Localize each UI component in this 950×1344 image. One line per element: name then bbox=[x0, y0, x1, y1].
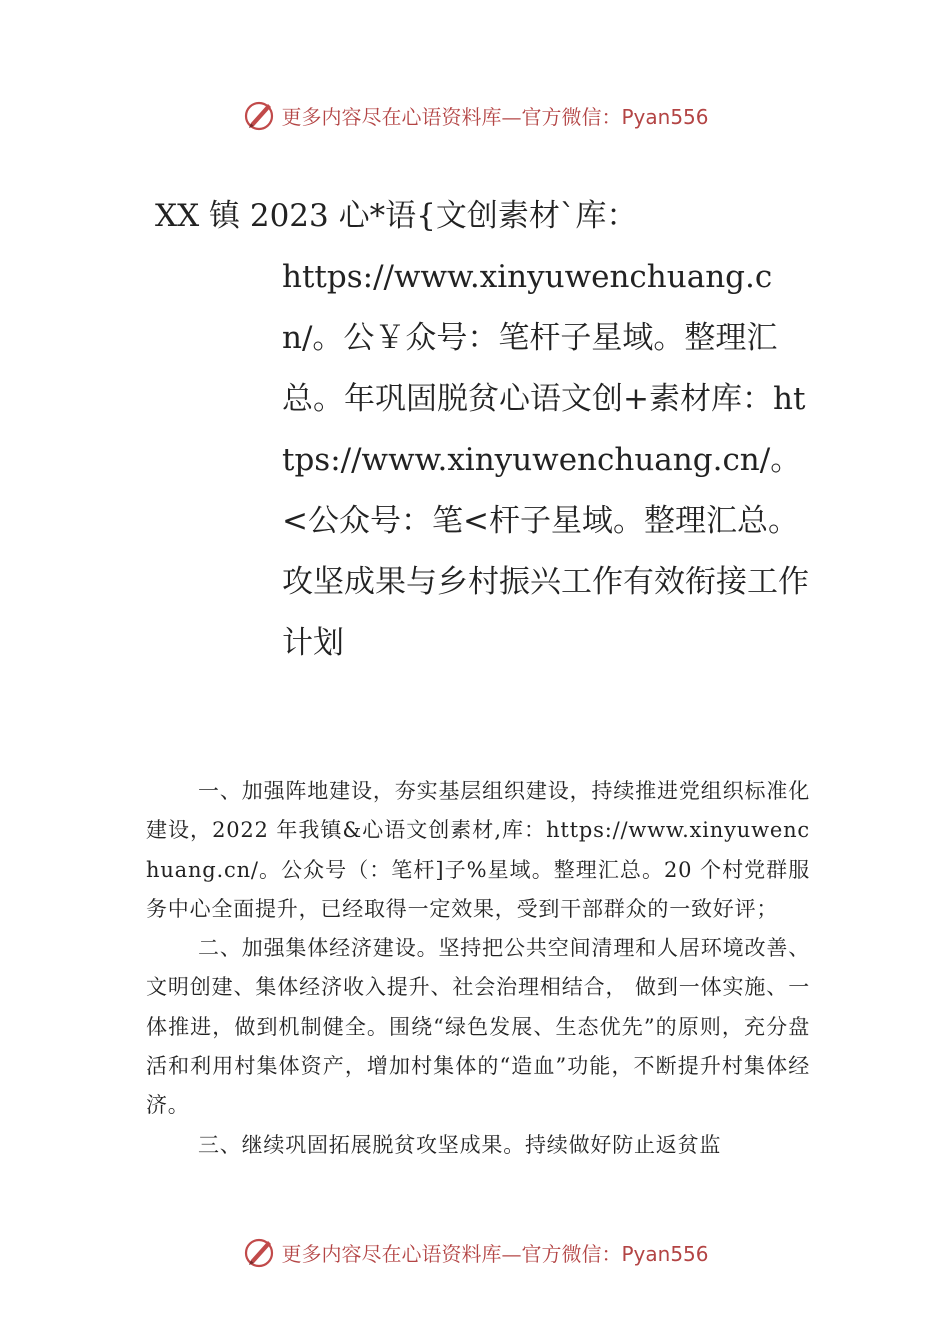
title-continuation: https://www.xinyuwenchuang.cn/。公￥众号：笔杆子星域。整理汇总。年巩固脱贫心语文创+素材库：https://www.xinyuwenchuang.cn/。<公众号：笔<杆子星域。整理汇总。攻坚成果与乡村振兴工作有效衔接工作计划 bbox=[282, 259, 809, 661]
title-first-line: XX 镇 2023 心*语{文创素材`库： bbox=[155, 198, 638, 234]
document-body bbox=[146, 772, 810, 1165]
paragraph-2: 二、加强集体经济建设。坚持把公共空间清理和人居环境改善、文明创建、集体经济收入提升、社会治理相结合， 做到一体实施、一体推进，做到机制健全。围绕“绿色发展、生态优先”的原则，充分盘活和利用村集体资产，增加村集体的“造血”功能，不断提升村集体经济。 bbox=[146, 936, 810, 1118]
pen-logo-icon bbox=[241, 97, 277, 133]
watermark-text: 更多内容尽在心语资料库—官方微信：Pyan556 bbox=[281, 104, 709, 129]
document-title bbox=[155, 186, 815, 674]
watermark-text: 更多内容尽在心语资料库—官方微信：Pyan556 bbox=[281, 1241, 709, 1266]
pen-logo-icon bbox=[241, 1234, 277, 1270]
paragraph-3: 三、继续巩固拓展脱贫攻坚成果。持续做好防止返贫监 bbox=[198, 1132, 722, 1157]
footer-watermark-banner bbox=[0, 1232, 950, 1272]
header-watermark-banner bbox=[0, 95, 950, 135]
paragraph-1: 一、加强阵地建设，夯实基层组织建设，持续推进党组织标准化建设，2022 年我镇&心语文创素材,库：https://www.xinyuwenchuang.cn/。公众号（：笔杆]子%星域。整理汇总。20 个村党群服务中心全面提升，已经取得一定效果，受到干部群众的一致好评； bbox=[146, 779, 810, 921]
